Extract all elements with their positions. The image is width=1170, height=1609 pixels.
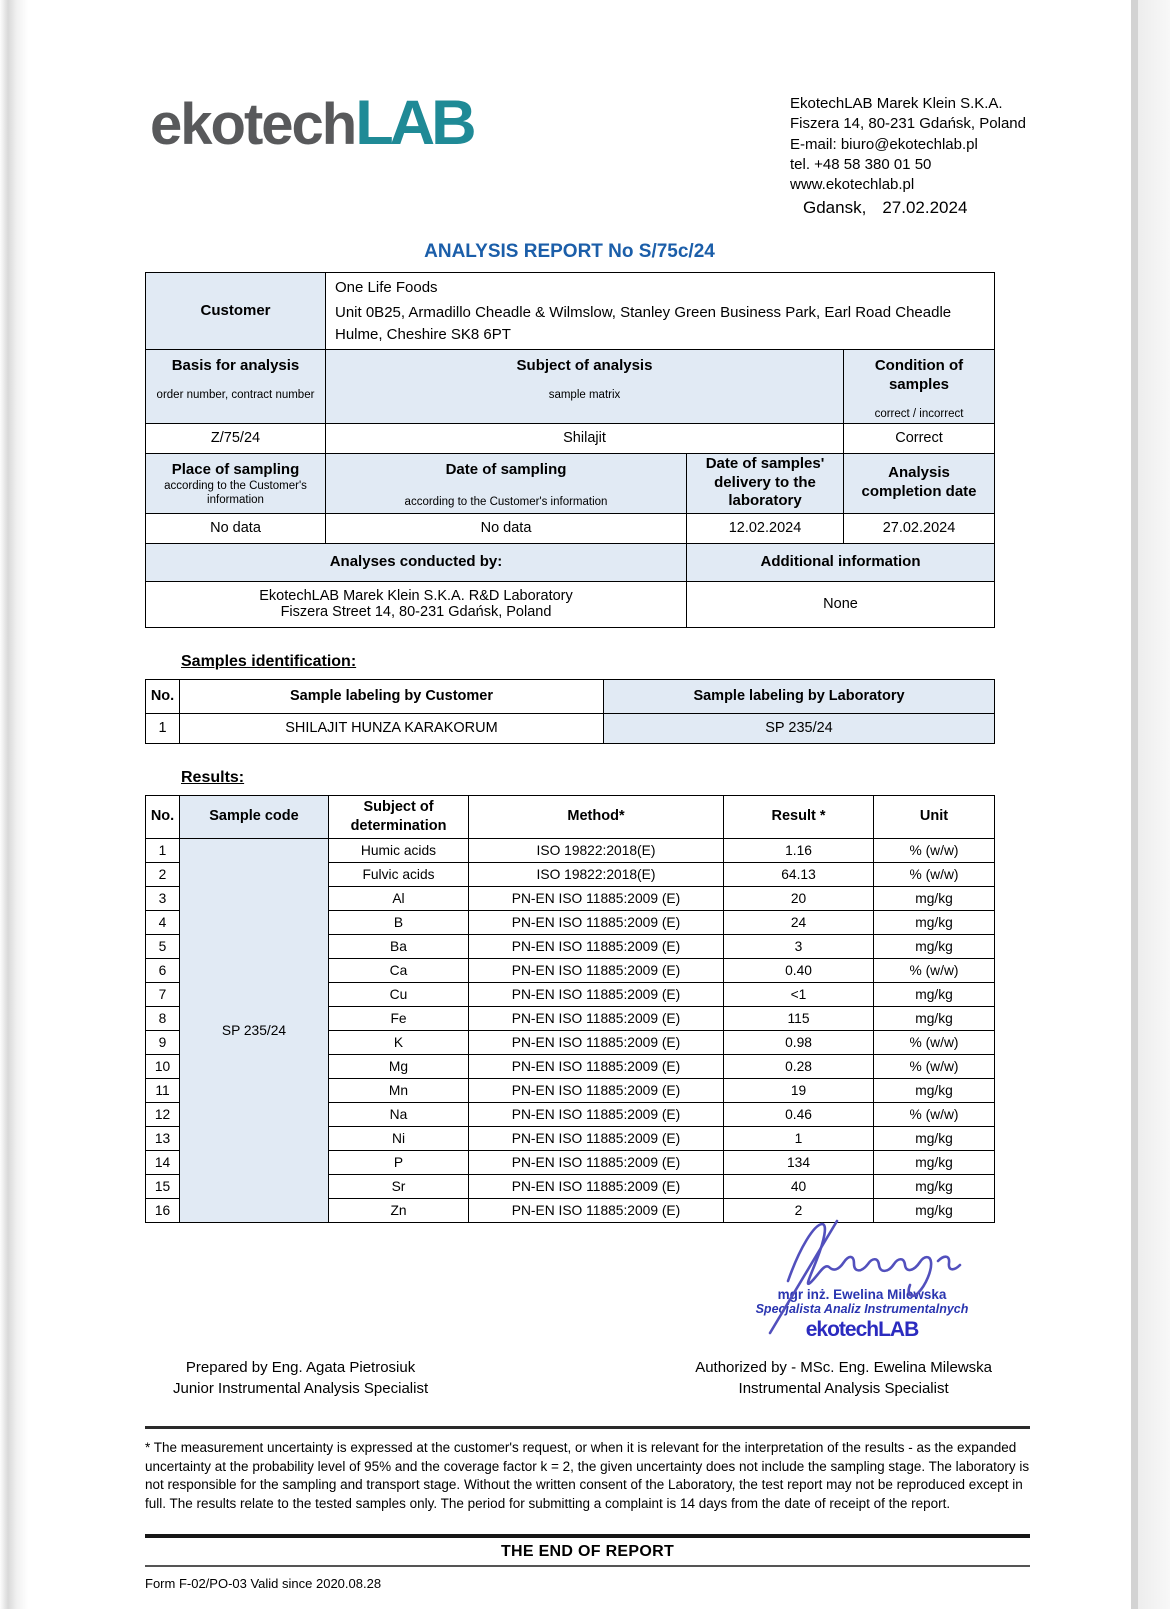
completion-label: Analysis completion date [844, 453, 995, 513]
customer-name: One Life Foods [335, 279, 438, 296]
result-subject: Humic acids [329, 838, 469, 862]
subject-sublabel: sample matrix [548, 389, 621, 401]
result-method: PN-EN ISO 11885:2009 (E) [469, 1054, 724, 1078]
condition-label: Condition of samples [874, 357, 964, 393]
result-subject: K [329, 1030, 469, 1054]
delivery-value: 12.02.2024 [687, 513, 844, 543]
delivery-label: Date of samples' delivery to the laboratory [687, 453, 844, 513]
subject-label: Subject of analysis [516, 357, 653, 375]
result-unit: % (w/w) [874, 838, 995, 862]
info-table [145, 272, 995, 628]
result-unit: mg/kg [874, 982, 995, 1006]
result-method: PN-EN ISO 11885:2009 (E) [469, 1102, 724, 1126]
customer-label: Customer [146, 273, 326, 350]
date-sampling-sublabel: according to the Customer's information [404, 496, 608, 509]
report-city: Gdansk, [803, 198, 867, 217]
result-subject: Ca [329, 958, 469, 982]
samples-col-laboratory: Sample labeling by Laboratory [604, 679, 995, 713]
condition-header [844, 350, 995, 423]
stamp-logo: ekotechLAB [805, 1317, 919, 1341]
samples-col-no: No. [146, 679, 180, 713]
company-email: E-mail: biuro@ekotechlab.pl [790, 135, 978, 153]
result-no: 16 [146, 1198, 180, 1222]
result-no: 13 [146, 1126, 180, 1150]
result-no: 9 [146, 1030, 180, 1054]
result-no: 1 [146, 838, 180, 862]
result-unit: mg/kg [874, 934, 995, 958]
result-method: PN-EN ISO 11885:2009 (E) [469, 1030, 724, 1054]
result-method: PN-EN ISO 11885:2009 (E) [469, 934, 724, 958]
subject-value: Shilajit [326, 423, 844, 453]
authorized-by-block [695, 1357, 992, 1401]
samples-heading: Samples identification: [181, 652, 357, 670]
date-sampling-header [326, 453, 687, 513]
end-of-report-label: THE END OF REPORT [500, 1542, 675, 1560]
result-method: ISO 19822:2018(E) [469, 838, 724, 862]
signature-stamp [697, 1231, 1027, 1342]
result-value: 40 [724, 1174, 874, 1198]
result-value: <1 [724, 982, 874, 1006]
result-subject: Sr [329, 1174, 469, 1198]
stamp-role: Specjalista Analiz Instrumentalnych [755, 1301, 969, 1316]
place-value: No data [146, 513, 326, 543]
samples-col-customer: Sample labeling by Customer [180, 679, 604, 713]
result-unit: mg/kg [874, 1126, 995, 1150]
result-subject: Fe [329, 1006, 469, 1030]
result-unit: mg/kg [874, 1006, 995, 1030]
basis-sublabel: order number, contract number [156, 389, 315, 401]
result-subject: Fulvic acids [329, 862, 469, 886]
report-content [145, 272, 1030, 1591]
result-no: 12 [146, 1102, 180, 1126]
divider-thick [145, 1534, 1030, 1538]
divider-thin [145, 1565, 1030, 1567]
conducted-value-line1: EkotechLAB Marek Klein S.K.A. R&D Laboratory [259, 588, 573, 605]
result-no: 6 [146, 958, 180, 982]
result-value: 1.16 [724, 838, 874, 862]
result-no: 2 [146, 862, 180, 886]
authorized-by-line1: Authorized by - MSc. Eng. Ewelina Milewska [695, 1358, 992, 1376]
samples-table-body [146, 713, 995, 743]
result-subject: Na [329, 1102, 469, 1126]
result-method: PN-EN ISO 11885:2009 (E) [469, 1078, 724, 1102]
result-value: 134 [724, 1150, 874, 1174]
results-col-method: Method* [469, 795, 724, 838]
result-no: 14 [146, 1150, 180, 1174]
result-value: 0.98 [724, 1030, 874, 1054]
basis-header [146, 350, 326, 423]
place-header [146, 453, 326, 513]
additional-label: Additional information [687, 543, 995, 581]
result-method: PN-EN ISO 11885:2009 (E) [469, 982, 724, 1006]
results-table-body [146, 838, 995, 1222]
samples-row [146, 713, 995, 743]
result-unit: % (w/w) [874, 958, 995, 982]
result-unit: mg/kg [874, 886, 995, 910]
handwritten-signature-icon [742, 1217, 982, 1337]
result-subject: Mn [329, 1078, 469, 1102]
condition-value: Correct [844, 423, 995, 453]
result-no: 15 [146, 1174, 180, 1198]
result-method: PN-EN ISO 11885:2009 (E) [469, 886, 724, 910]
company-name: EkotechLAB Marek Klein S.K.A. [790, 95, 1003, 112]
sample-no: 1 [146, 713, 180, 743]
conducted-value [146, 581, 687, 627]
result-unit: mg/kg [874, 910, 995, 934]
result-value: 115 [724, 1006, 874, 1030]
attribution-row [145, 1357, 1030, 1401]
completion-value: 27.02.2024 [844, 513, 995, 543]
result-unit: % (w/w) [874, 862, 995, 886]
page-edge-left [0, 0, 28, 1609]
result-subject: B [329, 910, 469, 934]
results-col-no: No. [146, 795, 180, 838]
result-unit: mg/kg [874, 1150, 995, 1174]
conducted-value-line2: Fiszera Street 14, 80-231 Gdańsk, Poland [280, 604, 552, 621]
results-col-subject: Subject of determination [329, 795, 469, 838]
report-date: 27.02.2024 [882, 198, 968, 217]
results-heading: Results: [181, 768, 245, 786]
result-method: PN-EN ISO 11885:2009 (E) [469, 1150, 724, 1174]
condition-sublabel: correct / incorrect [874, 407, 964, 420]
company-website: www.ekotechlab.pl [790, 176, 915, 193]
result-value: 3 [724, 934, 874, 958]
result-unit: mg/kg [874, 1078, 995, 1102]
results-col-unit: Unit [874, 795, 995, 838]
basis-label: Basis for analysis [171, 357, 300, 375]
results-table [145, 795, 995, 1223]
result-unit: % (w/w) [874, 1030, 995, 1054]
result-subject: Zn [329, 1198, 469, 1222]
result-subject: P [329, 1150, 469, 1174]
signature-area [145, 1231, 1030, 1347]
prepared-by-block [173, 1357, 428, 1401]
result-value: 0.28 [724, 1054, 874, 1078]
result-value: 19 [724, 1078, 874, 1102]
result-no: 7 [146, 982, 180, 1006]
customer-address: Unit 0B25, Armadillo Cheadle & Wilmslow, Stanley Green Business Park, Earl Road Cheadle Hulme, Cheshire SK8 6PT [335, 303, 952, 343]
result-no: 8 [146, 1006, 180, 1030]
result-unit: mg/kg [874, 1174, 995, 1198]
result-method: PN-EN ISO 11885:2009 (E) [469, 1126, 724, 1150]
date-sampling-value: No data [326, 513, 687, 543]
prepared-by-line1: Prepared by Eng. Agata Pietrosiuk [185, 1358, 416, 1376]
result-unit: % (w/w) [874, 1102, 995, 1126]
result-method: PN-EN ISO 11885:2009 (E) [469, 1174, 724, 1198]
page-edge-right-fill [1138, 0, 1170, 1609]
additional-value: None [687, 581, 995, 627]
result-method: PN-EN ISO 11885:2009 (E) [469, 1198, 724, 1222]
place-sublabel: according to the Customer's information [164, 480, 307, 507]
result-value: 2 [724, 1198, 874, 1222]
results-row [146, 838, 995, 862]
result-subject: Cu [329, 982, 469, 1006]
result-no: 11 [146, 1078, 180, 1102]
result-method: PN-EN ISO 11885:2009 (E) [469, 1006, 724, 1030]
divider-above-footnote [145, 1426, 1030, 1429]
result-method: PN-EN ISO 11885:2009 (E) [469, 910, 724, 934]
result-unit: % (w/w) [874, 1054, 995, 1078]
logo-text-lab: LAB [355, 88, 473, 158]
result-value: 0.46 [724, 1102, 874, 1126]
result-no: 5 [146, 934, 180, 958]
result-value: 1 [724, 1126, 874, 1150]
result-subject: Ba [329, 934, 469, 958]
basis-value: Z/75/24 [146, 423, 326, 453]
authorized-by-line2: Instrumental Analysis Specialist [738, 1380, 949, 1398]
company-street: Fiszera 14, 80-231 Gdańsk, Poland [790, 115, 1026, 133]
conducted-label: Analyses conducted by: [146, 543, 687, 581]
samples-table [145, 679, 995, 744]
result-method: ISO 19822:2018(E) [469, 862, 724, 886]
report-dateline [803, 198, 967, 218]
sample-labeling-customer: SHILAJIT HUNZA KARAKORUM [180, 713, 604, 743]
place-label: Place of sampling [171, 460, 300, 478]
ekotechlab-logo [150, 88, 473, 158]
result-no: 4 [146, 910, 180, 934]
results-col-sample-code: Sample code [180, 795, 329, 838]
subject-header [326, 350, 844, 423]
form-number-footer: Form F-02/PO-03 Valid since 2020.08.28 [145, 1575, 382, 1591]
result-sample-code: SP 235/24 [180, 838, 329, 1222]
report-title: ANALYSIS REPORT No S/75c/24 [424, 241, 715, 262]
prepared-by-line2: Junior Instrumental Analysis Specialist [173, 1380, 429, 1398]
logo-text-ekotech: ekotech [150, 92, 356, 157]
result-subject: Al [329, 886, 469, 910]
measurement-uncertainty-footnote: * The measurement uncertainty is expressed at the customer's request, or when it is relevant for the interpretation of the results - as the expanded uncertainty at the probability level of 95% and the coverage factor k = 2, the given uncertainty does not include the sampling stage. The laboratory is not responsible for the sampling and transport stage. Without the written consent of the Laboratory, the test report may not be reproduced except in full. The results relate to the tested samples only. The period for submitting a complaint is 14 days from the date of receipt of the report. [145, 1440, 1030, 1511]
results-col-result: Result * [724, 795, 874, 838]
result-no: 3 [146, 886, 180, 910]
result-value: 64.13 [724, 862, 874, 886]
result-value: 24 [724, 910, 874, 934]
result-method: PN-EN ISO 11885:2009 (E) [469, 958, 724, 982]
date-sampling-label: Date of sampling [445, 460, 567, 478]
company-phone: tel. +48 58 380 01 50 [790, 155, 932, 173]
result-value: 0.40 [724, 958, 874, 982]
result-unit: mg/kg [874, 1198, 995, 1222]
result-value: 20 [724, 886, 874, 910]
result-subject: Ni [329, 1126, 469, 1150]
sample-labeling-laboratory: SP 235/24 [604, 713, 995, 743]
result-no: 10 [146, 1054, 180, 1078]
result-subject: Mg [329, 1054, 469, 1078]
company-address-block [790, 94, 1026, 195]
stamp-name: mgr inż. Ewelina Milewska [777, 1286, 947, 1302]
page-edge-right [1131, 0, 1138, 1609]
customer-value [326, 273, 995, 350]
